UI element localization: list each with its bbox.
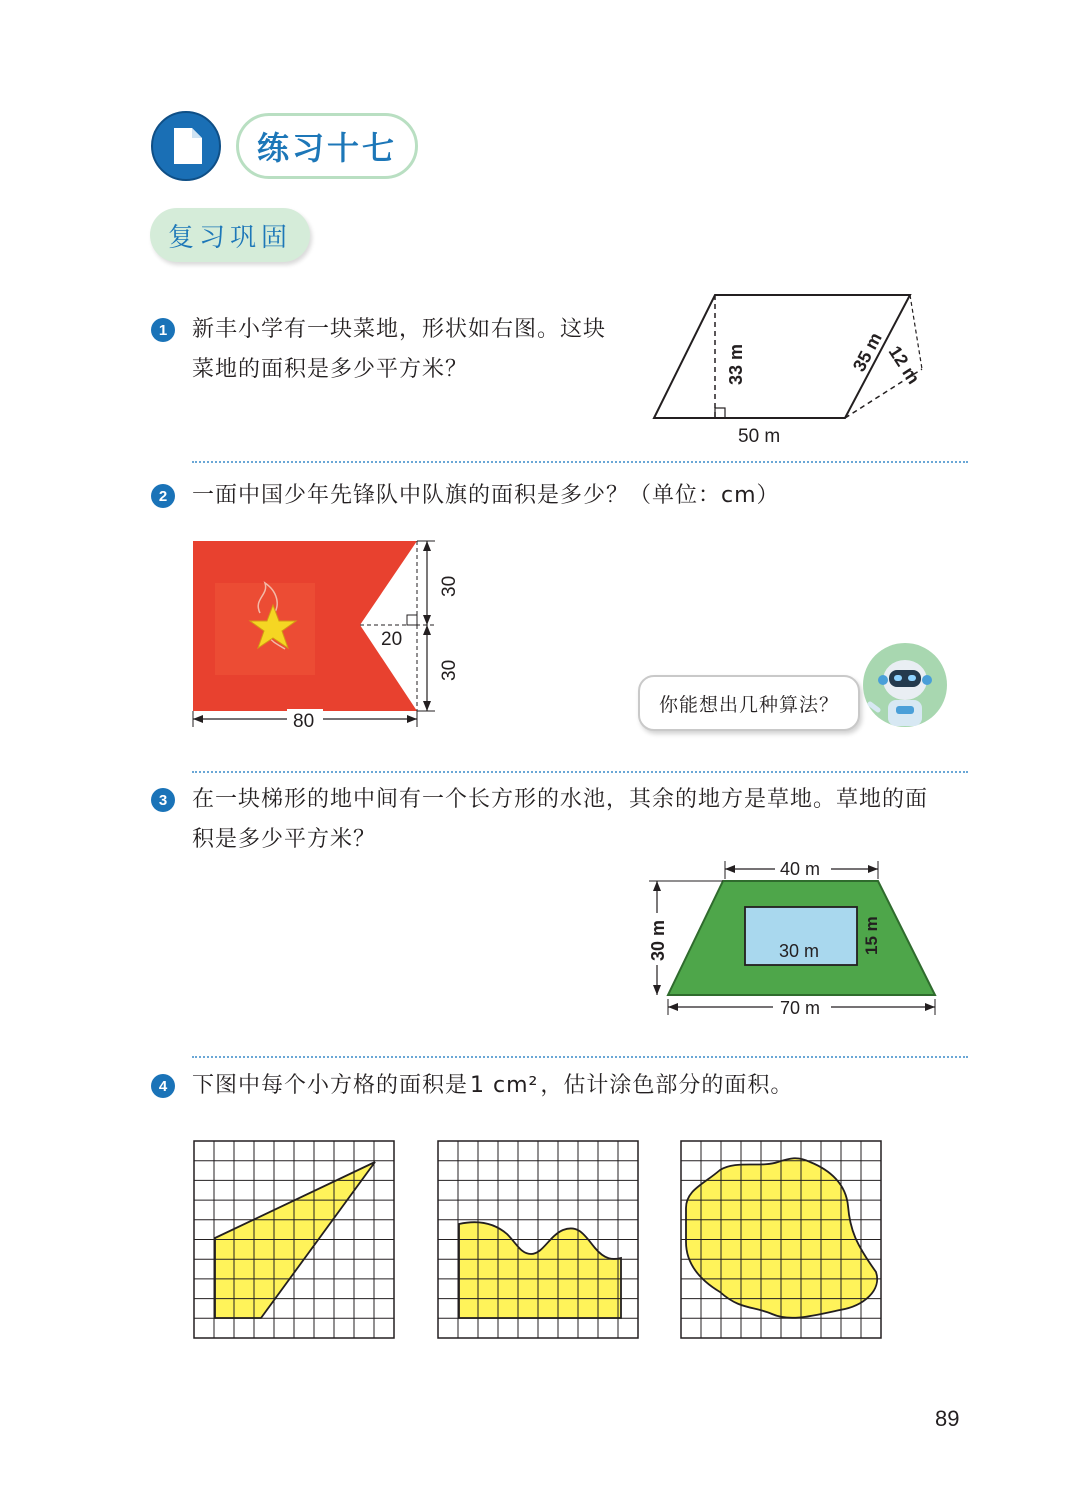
question-number-2: 2 bbox=[151, 484, 175, 508]
robot-avatar bbox=[860, 640, 950, 730]
divider-3 bbox=[192, 1056, 968, 1058]
question-3-line-2: 积是多少平方米？ bbox=[192, 827, 377, 852]
grid-figure-2 bbox=[437, 1140, 641, 1340]
document-icon bbox=[150, 110, 222, 182]
label-width-80: 80 bbox=[293, 711, 315, 732]
speech-bubble: 你能想出几种算法？ bbox=[638, 675, 860, 731]
label-70m: 70 m bbox=[780, 998, 821, 1018]
label-12m: 12 m bbox=[884, 342, 924, 388]
question-number-3: 3 bbox=[151, 788, 175, 812]
question-4-text bbox=[192, 1066, 793, 1106]
grid-figure-1 bbox=[193, 1140, 397, 1340]
question-number-4: 4 bbox=[151, 1074, 175, 1098]
label-top-30: 30 bbox=[439, 575, 460, 597]
label-50m: 50 m bbox=[738, 426, 781, 447]
question-4-unit: 1 cm² bbox=[470, 1073, 539, 1098]
label-pool-15m: 15 m bbox=[862, 916, 881, 955]
question-3-line-1: 在一块梯形的地中间有一个长方形的水池，其余的地方是草地。草地的面 bbox=[192, 787, 929, 812]
trapezoid-figure bbox=[635, 855, 945, 1025]
divider-1 bbox=[192, 461, 968, 463]
question-number-1: 1 bbox=[151, 318, 175, 342]
grid-figure-3 bbox=[680, 1140, 884, 1340]
parallelogram-figure bbox=[640, 285, 940, 455]
question-1-line-2: 菜地的面积是多少平方米？ bbox=[192, 357, 469, 382]
label-pool-30m: 30 m bbox=[779, 941, 820, 961]
label-30m-height: 30 m bbox=[648, 919, 668, 961]
label-33m: 33 m bbox=[726, 343, 746, 385]
label-notch-20: 20 bbox=[381, 629, 403, 650]
label-bottom-30: 30 bbox=[439, 659, 460, 681]
page-title: 练习十七 bbox=[236, 113, 418, 179]
flag-figure bbox=[185, 533, 475, 738]
question-4-text-before: 下图中每个小方格的面积是 bbox=[192, 1073, 469, 1098]
section-label: 复习巩固 bbox=[150, 208, 310, 262]
page-number: 89 bbox=[935, 1406, 960, 1431]
question-1-line-1: 新丰小学有一块菜地，形状如右图。这块 bbox=[192, 317, 607, 342]
divider-2 bbox=[192, 771, 968, 773]
label-35m: 35 m bbox=[848, 329, 886, 375]
question-2-text: 一面中国少年先锋队中队旗的面积是多少？（单位：cm） bbox=[192, 483, 780, 508]
question-4-text-after: ，估计涂色部分的面积。 bbox=[540, 1073, 794, 1098]
label-40m: 40 m bbox=[780, 859, 821, 879]
